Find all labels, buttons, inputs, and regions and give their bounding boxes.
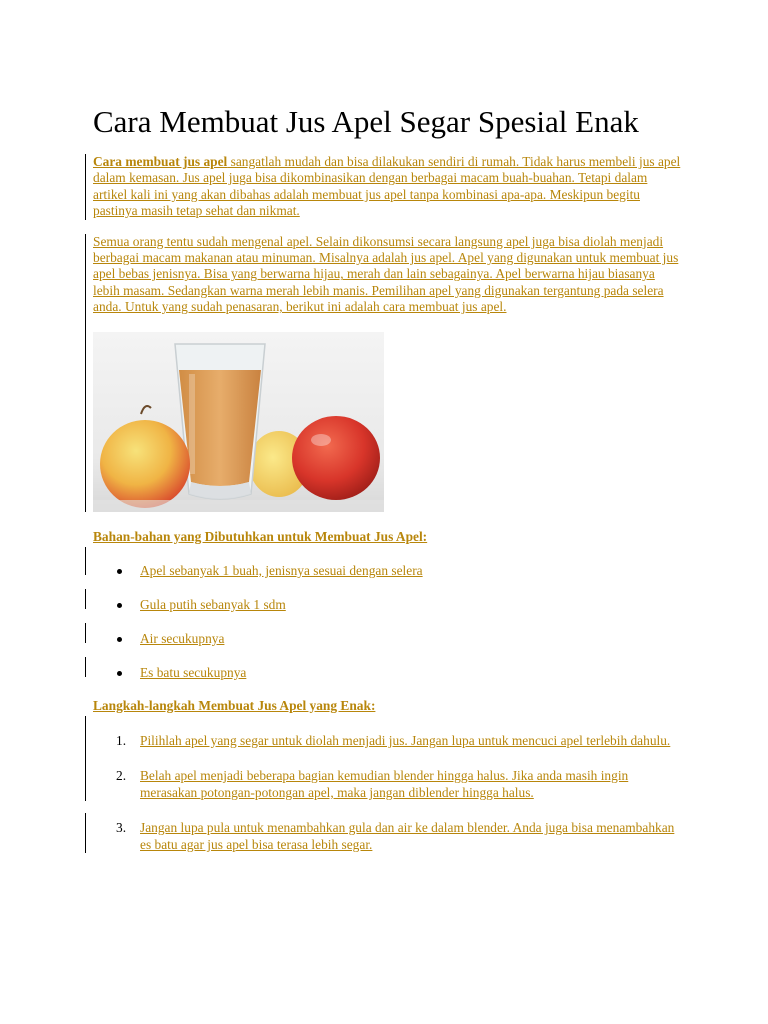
step-number: 1.	[116, 732, 127, 748]
bullet-icon	[117, 637, 122, 642]
list-item[interactable]	[93, 597, 683, 613]
list-item-text[interactable]: Es batu secukupnya	[140, 664, 247, 680]
paragraph-bar	[85, 234, 86, 332]
bullet-icon	[117, 671, 122, 676]
item-bar	[85, 726, 86, 766]
item-bar	[85, 657, 86, 677]
step-item[interactable]	[93, 732, 683, 749]
list-item-text[interactable]: Air secukupnya	[140, 630, 225, 646]
item-bar	[85, 623, 86, 643]
step-text[interactable]: Pilihlah apel yang segar untuk diolah menjadi jus. Jangan lupa untuk mencuci apel terlebih dahulu.	[140, 732, 671, 748]
image-block	[93, 332, 683, 512]
step-text[interactable]: Belah apel menjadi beberapa bagian kemudian blender hingga halus. Jika anda masih ingin merasakan potongan-potongan apel, maka jangan diblender hingga halus.	[140, 767, 629, 800]
list-item[interactable]	[93, 563, 683, 579]
item-bar	[85, 813, 86, 853]
list-item[interactable]	[93, 665, 683, 681]
step-item[interactable]	[93, 819, 683, 853]
list-item[interactable]	[93, 631, 683, 647]
item-bar	[85, 589, 86, 609]
item-bar	[85, 555, 86, 575]
intro-lead[interactable]: Cara membuat jus apel	[93, 154, 228, 169]
image-bar	[85, 332, 86, 512]
item-bar	[85, 761, 86, 801]
steps-section	[93, 698, 683, 853]
bullet-icon	[117, 569, 122, 574]
ingredients-list	[93, 563, 683, 681]
intro-paragraph[interactable]	[93, 154, 683, 220]
steps-heading[interactable]: Langkah-langkah Membuat Jus Apel yang Enak:	[93, 697, 376, 713]
step-item[interactable]	[93, 767, 683, 801]
second-paragraph[interactable]	[93, 234, 683, 316]
ingredients-section	[93, 529, 683, 681]
list-item-text[interactable]: Apel sebanyak 1 buah, jenisnya sesuai dengan selera	[140, 562, 423, 578]
step-number: 2.	[116, 767, 127, 783]
article	[93, 104, 683, 853]
intro-rest[interactable]: sangatlah mudah dan bisa dilakukan sendiri di rumah. Tidak harus membeli jus apel dalam kemasan. Jus apel juga bisa dikombinasikan dengan berbagai macam buah-buahan. Tetapi dalam artikel kali ini yang akan dibahas adalah membuat jus apel tanpa kombinasi apa-apa. Meskipun begitu pastinya masih tetap sehat dan nikmat.	[93, 154, 681, 219]
steps-list	[93, 732, 683, 853]
second-paragraph-block	[93, 234, 683, 316]
step-text[interactable]: Jangan lupa pula untuk menambahkan gula dan air ke dalam blender. Anda juga bisa menambahkan es batu agar jus apel bisa terasa lebih segar.	[140, 819, 675, 852]
apple-juice-photo	[93, 332, 384, 512]
ingredients-heading[interactable]: Bahan-bahan yang Dibutuhkan untuk Membuat Jus Apel:	[93, 528, 428, 544]
paragraph-bar	[85, 154, 86, 220]
page-title: Cara Membuat Jus Apel Segar Spesial Enak	[93, 104, 639, 139]
list-item-text[interactable]: Gula putih sebanyak 1 sdm	[140, 596, 286, 612]
step-number: 3.	[116, 819, 127, 835]
intro-paragraph-block	[93, 154, 683, 220]
second-paragraph-text[interactable]: Semua orang tentu sudah mengenal apel. Selain dikonsumsi secara langsung apel juga bisa diolah menjadi berbagai macam makanan atau minuman. Misalnya adalah jus apel. Apel yang digunakan untuk membuat jus apel bebas jenisnya. Bisa yang berwarna hijau, merah dan lain sebagainya. Apel berwarna hijau biasanya lebih masam. Sedangkan warna merah lebih manis. Pemilihan apel yang digunakan tergantung pada selera anda. Untuk yang sudah penasaran, berikut ini adalah cara membuat jus apel.	[93, 233, 679, 315]
bullet-icon	[117, 603, 122, 608]
